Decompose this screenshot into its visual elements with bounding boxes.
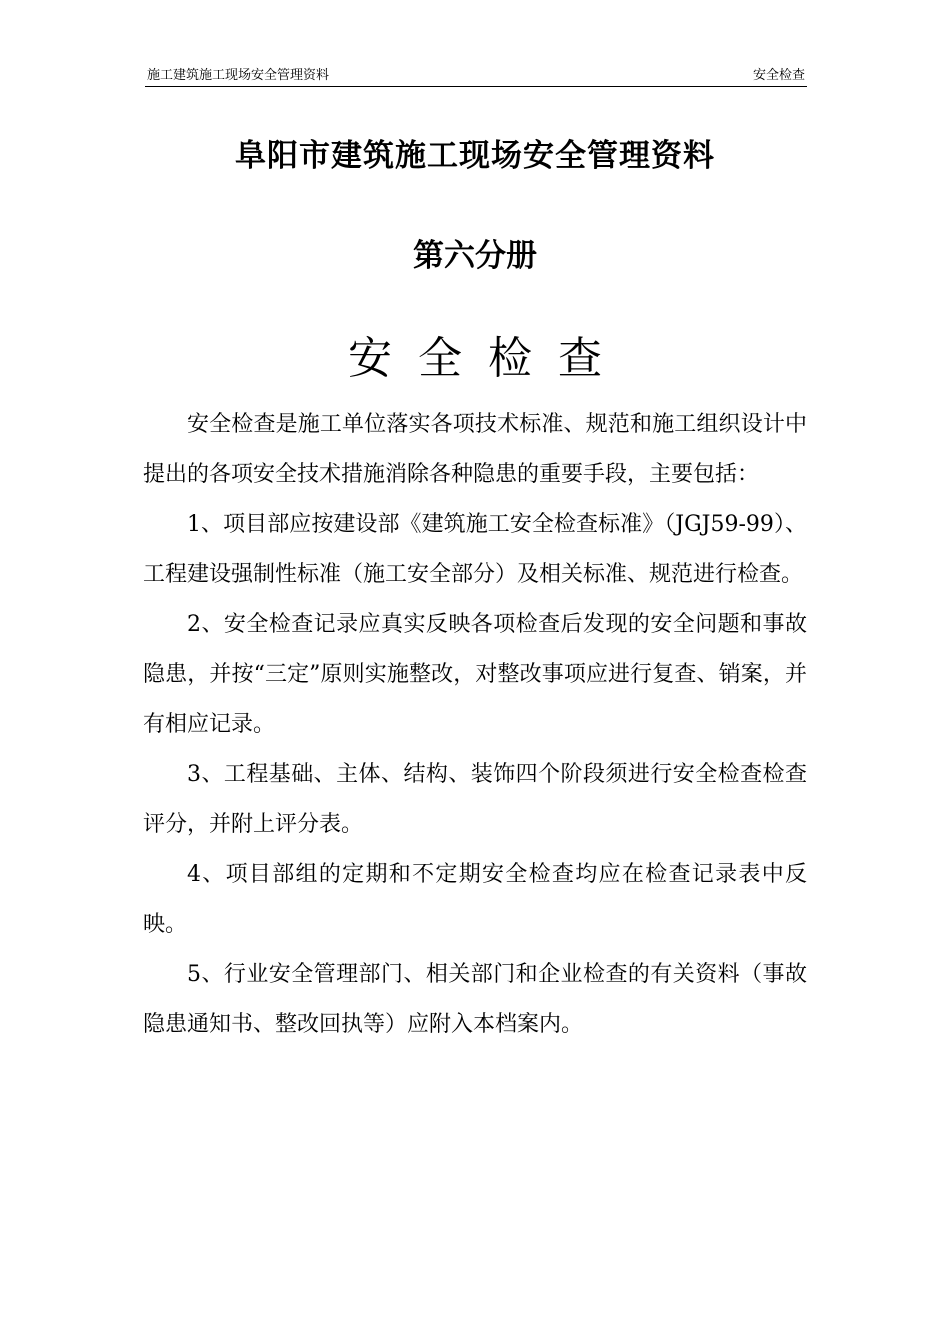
- document-title: 阜阳市建筑施工现场安全管理资料: [235, 138, 715, 174]
- volume-title: 第六分册: [413, 238, 537, 274]
- section-title: 安全检查: [348, 333, 628, 384]
- item-paragraph-5: 5、行业安全管理部门、相关部门和企业检查的有关资料（事故隐患通知书、整改回执等）应附入本档案内。: [143, 962, 807, 1037]
- item-paragraph-2: 2、安全检查记录应真实反映各项检查后发现的安全问题和事故隐患，并按“三定”原则实施整改，对整改事项应进行复查、销案，并有相应记录。: [143, 612, 807, 737]
- item-paragraph-1: 1、项目部应按建设部《建筑施工安全检查标准》（JGJ59-99）、工程建设强制性标准（施工安全部分）及相关标准、规范进行检查。: [143, 512, 807, 587]
- header-right-text: 安全检查: [752, 68, 805, 83]
- item-paragraph-4: 4、项目部组的定期和不定期安全检查均应在检查记录表中反映。: [143, 862, 807, 937]
- page-header: [145, 66, 807, 87]
- intro-paragraph: 安全检查是施工单位落实各项技术标准、规范和施工组织设计中提出的各项安全技术措施消除各种隐患的重要手段，主要包括：: [143, 412, 807, 487]
- header-left-text: 施工建筑施工现场安全管理资料: [147, 68, 330, 83]
- item-paragraph-3: 3、工程基础、主体、结构、装饰四个阶段须进行安全检查检查评分，并附上评分表。: [143, 762, 807, 837]
- body-content: [143, 400, 807, 1050]
